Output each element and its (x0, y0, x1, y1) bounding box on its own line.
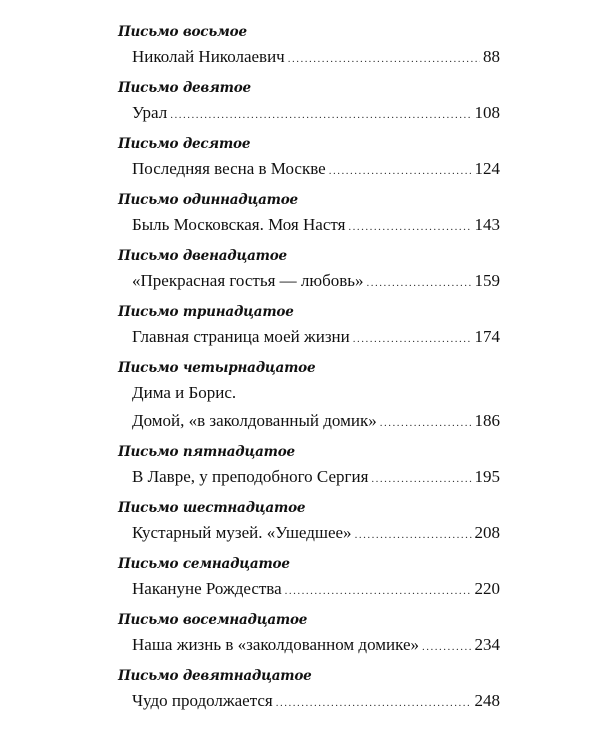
dot-leader (371, 466, 471, 492)
chapter-title: Домой, «в заколдованный домик» (132, 411, 377, 430)
dot-leader (170, 102, 471, 128)
chapter-title: В Лавре, у преподобного Сергия (132, 467, 369, 486)
dot-leader (355, 522, 472, 548)
letter-heading: Письмо пятнадцатое (118, 444, 295, 460)
toc-line[interactable] (118, 632, 500, 660)
dot-leader (348, 214, 471, 240)
toc-entry (118, 444, 500, 500)
letter-heading: Письмо восемнадцатое (118, 612, 308, 628)
table-of-contents (118, 24, 500, 724)
chapter-title: Урал (132, 103, 168, 122)
page-number: 88 (483, 47, 500, 66)
page-number: 195 (474, 467, 500, 486)
chapter-title: «Прекрасная гостья — любовь» (132, 271, 364, 290)
toc-line[interactable] (118, 576, 500, 604)
toc-entry (118, 500, 500, 556)
dot-leader (329, 158, 472, 184)
chapter-title-line1: Дима и Борис. (132, 383, 237, 402)
toc-line[interactable] (118, 212, 500, 240)
chapter-title: Накануне Рождества (132, 579, 282, 598)
toc-line[interactable] (118, 100, 500, 128)
dot-leader (422, 634, 472, 660)
toc-line[interactable] (118, 324, 500, 352)
toc-line-first[interactable] (118, 380, 500, 408)
page-number: 186 (474, 411, 500, 430)
toc-line[interactable] (118, 464, 500, 492)
chapter-title: Кустарный музей. «Ушедшее» (132, 523, 352, 542)
chapter-title: Главная страница моей жизни (132, 327, 350, 346)
dot-leader (288, 46, 480, 72)
page-number: 124 (474, 159, 500, 178)
chapter-title: Последняя весна в Москве (132, 159, 326, 178)
toc-entry (118, 136, 500, 192)
toc-entry (118, 556, 500, 612)
dot-leader (380, 410, 472, 436)
toc-entry (118, 668, 500, 724)
letter-heading: Письмо двенадцатое (118, 248, 287, 264)
toc-entry (118, 304, 500, 360)
page-number: 248 (474, 691, 500, 710)
toc-entry (118, 248, 500, 304)
letter-heading: Письмо четырнадцатое (118, 360, 316, 376)
dot-leader (367, 270, 472, 296)
dot-leader (285, 578, 472, 604)
letter-heading: Письмо тринадцатое (118, 304, 294, 320)
chapter-title: Быль Московская. Моя Настя (132, 215, 346, 234)
page-number: 159 (474, 271, 500, 290)
page-number: 220 (474, 579, 500, 598)
toc-entry (118, 360, 500, 444)
chapter-title: Николай Николаевич (132, 47, 285, 66)
chapter-title: Чудо продолжается (132, 691, 273, 710)
toc-entry (118, 192, 500, 248)
toc-line[interactable] (118, 268, 500, 296)
letter-heading: Письмо восьмое (118, 24, 247, 40)
page-number: 143 (474, 215, 500, 234)
chapter-title: Наша жизнь в «заколдованном домике» (132, 635, 419, 654)
page-number: 108 (474, 103, 500, 122)
toc-line[interactable] (118, 688, 500, 716)
toc-entry (118, 612, 500, 668)
letter-heading: Письмо семнадцатое (118, 556, 290, 572)
page-number: 208 (474, 523, 500, 542)
page-number: 174 (474, 327, 500, 346)
toc-line[interactable] (118, 156, 500, 184)
letter-heading: Письмо шестнадцатое (118, 500, 306, 516)
letter-heading: Письмо девятнадцатое (118, 668, 312, 684)
page-number: 234 (474, 635, 500, 654)
dot-leader (276, 690, 472, 716)
toc-line[interactable] (118, 520, 500, 548)
letter-heading: Письмо девятое (118, 80, 251, 96)
toc-entry (118, 80, 500, 136)
letter-heading: Письмо десятое (118, 136, 251, 152)
dot-leader (353, 326, 472, 352)
toc-line[interactable] (118, 408, 500, 436)
toc-line[interactable] (118, 44, 500, 72)
letter-heading: Письмо одиннадцатое (118, 192, 298, 208)
toc-entry (118, 24, 500, 80)
